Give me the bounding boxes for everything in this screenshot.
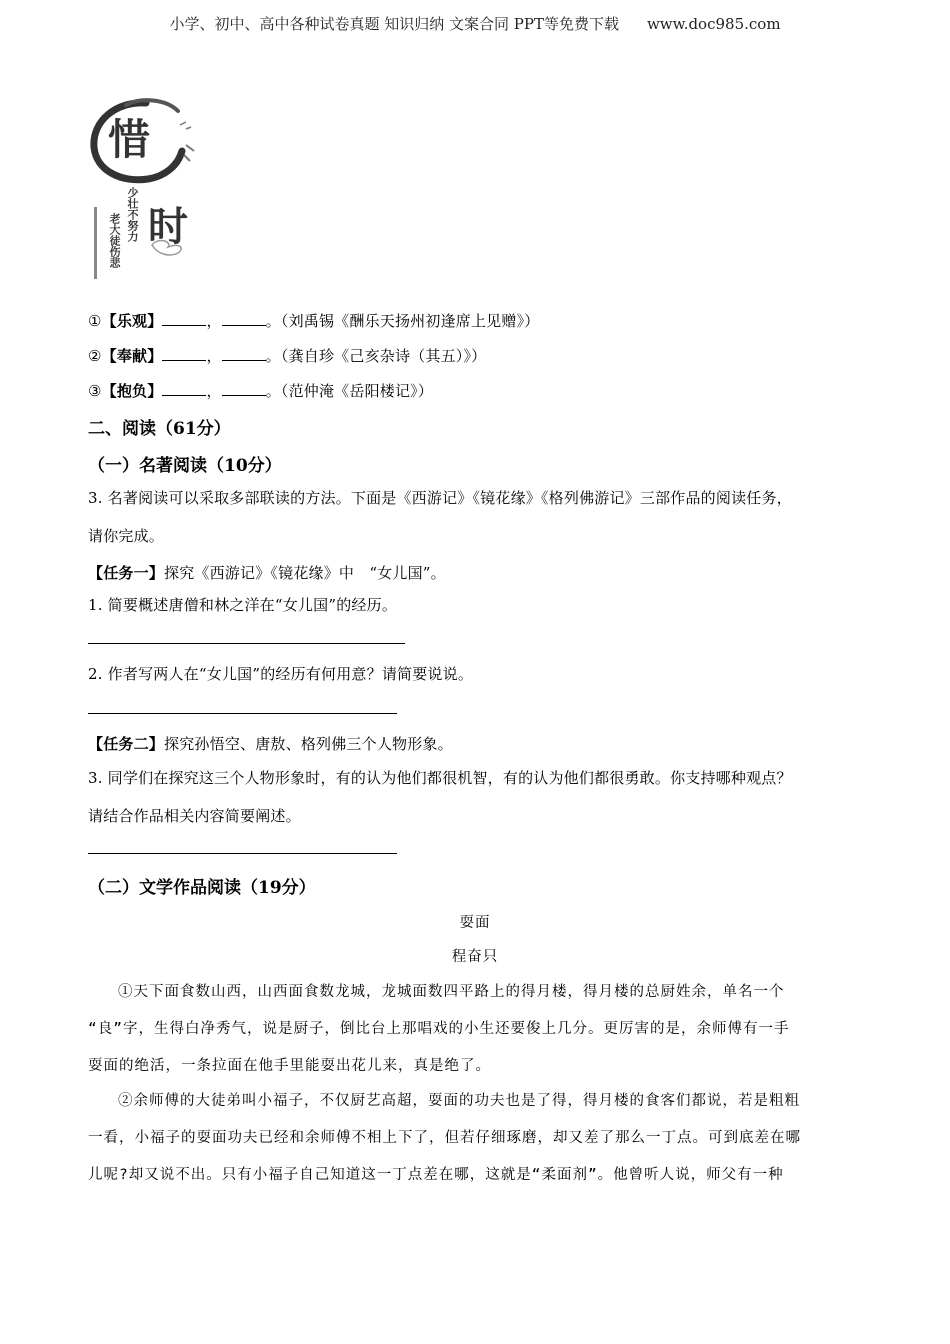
task1-question-1: 1. 简要概述唐僧和林之洋在“女儿国”的经历。 [88, 596, 398, 614]
answer-blank[interactable] [222, 383, 266, 396]
task2-question-3-line1: 3. 同学们在探究这三个人物形象时，有的认为他们都很机智，有的认为他们都很勇敢。你支持哪种观点？ [88, 769, 792, 787]
logo-line1: 少壮不努力 [126, 187, 139, 242]
poetry-line-3: ③【抱负】 ， 。（范仲淹《岳阳楼记》） [88, 382, 434, 400]
task1-heading: 【任务一】探究《西游记》《镜花缘》中 “女儿国”。 [88, 564, 446, 582]
subsection-1-title: （一）名著阅读（10分） [88, 456, 282, 476]
logo-line2: 老大徒伤悲 [108, 213, 121, 268]
subsection-2-title: （二）文学作品阅读（19分） [88, 878, 316, 898]
header-url[interactable]: www.doc985.com [646, 15, 781, 33]
story-p2-line3: 儿呢?却又说不出。只有小福子自己知道这一丁点差在哪，这就是“柔面剂”。他曾听人说，师父有一种 [88, 1167, 784, 1183]
task2-heading: 【任务二】探究孙悟空、唐敖、格列佛三个人物形象。 [88, 735, 453, 753]
story-p2-line2: 一看，小福子的耍面功夫已经和余师傅不相上下了，但若仔细琢磨，却又差了那么一丁点。可到底差在哪 [88, 1130, 801, 1146]
story-author: 程奋只 [451, 949, 499, 965]
story-p1-line2: “良”字，生得白净秀气，说是厨子，倒比台上那唱戏的小生还要俊上几分。更厉害的是，余师傅有一手 [88, 1021, 790, 1037]
answer-line-3[interactable] [88, 853, 397, 854]
q3-intro-line1: 3. 名著阅读可以采取多部联读的方法。下面是《西游记》《镜花缘》《格列佛游记》三部作品的阅读任务， [88, 489, 792, 507]
header-text: 小学、初中、高中各种试卷真题 知识归纳 文案合同 PPT等免费下载 [169, 15, 619, 33]
section-2-title: 二、阅读（61分） [88, 419, 231, 439]
answer-line-2[interactable] [88, 713, 397, 714]
story-p2-line1: ②余师傅的大徒弟叫小福子，不仅厨艺高超，耍面的功夫也是了得，得月楼的食客们都说，若是粗粗 [118, 1093, 800, 1109]
answer-blank[interactable] [162, 348, 206, 361]
q3-intro-line2: 请你完成。 [88, 527, 165, 545]
page-header [0, 13, 950, 34]
story-title: 耍面 [459, 915, 491, 931]
logo-vertical-stroke [94, 207, 97, 279]
answer-blank[interactable] [222, 313, 266, 326]
logo-big-char: 惜 [108, 115, 151, 164]
answer-blank[interactable] [162, 383, 206, 396]
task2-question-3-line2: 请结合作品相关内容简要阐述。 [88, 807, 301, 825]
xishi-logo [86, 95, 216, 285]
answer-line-1[interactable] [88, 643, 405, 644]
brush-circle-icon [86, 95, 216, 285]
task1-question-2: 2. 作者写两人在“女儿国”的经历有何用意？请简要说说。 [88, 665, 474, 683]
poetry-line-1: ①【乐观】 ， 。（刘禹锡《酬乐天扬州初逢席上见赠》） [88, 312, 540, 330]
story-p1-line1: ①天下面食数山西，山西面食数龙城，龙城面数四平路上的得月楼，得月楼的总厨姓余，单名一个 [118, 984, 785, 1000]
poetry-line-2: ②【奉献】 ， 。（龚自珍《己亥杂诗（其五）》） [88, 347, 487, 365]
logo-time-char: 时 [148, 203, 188, 250]
answer-blank[interactable] [222, 348, 266, 361]
story-p1-line3: 耍面的绝活，一条拉面在他手里能耍出花儿来，真是绝了。 [88, 1058, 491, 1074]
answer-blank[interactable] [162, 313, 206, 326]
